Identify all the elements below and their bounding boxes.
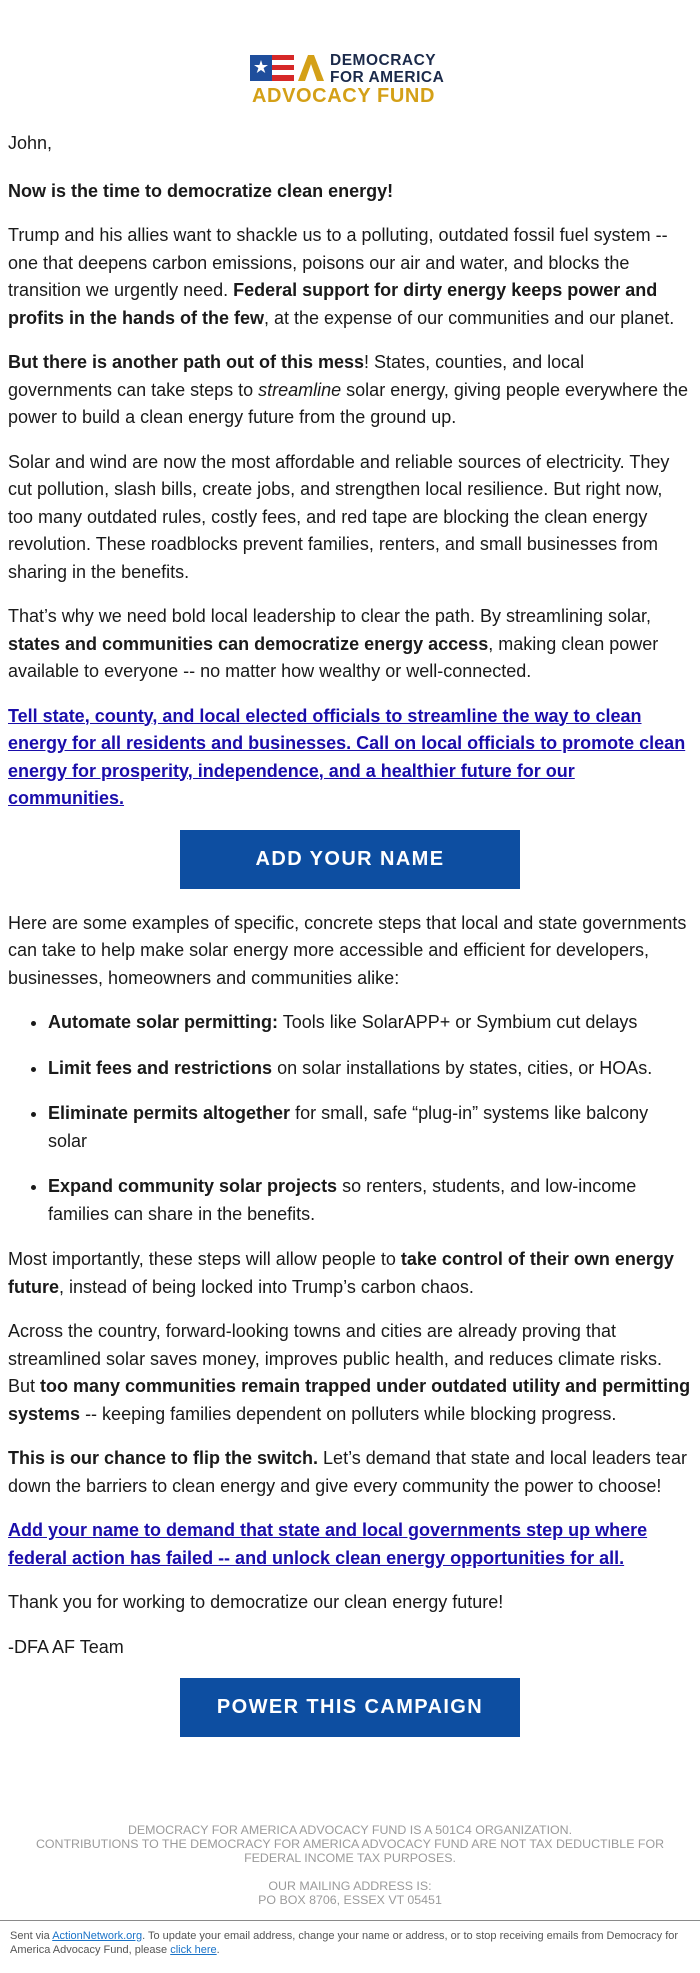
p4-text-a: That’s why we need bold local leadership to clear the path. By streamlining solar, (8, 606, 652, 626)
footer-disclaimer (8, 1823, 692, 1865)
step-text: Tools like SolarAPP+ or Symbium cut delays (278, 1012, 638, 1032)
button-row-2 (8, 1678, 692, 1737)
optout-suffix: . (216, 1944, 220, 1956)
step-text: for small, safe “plug-in” systems like balcony solar (48, 1103, 649, 1151)
p2-italic: streamline (258, 379, 342, 400)
p1-text-a: Trump and his allies want to shackle us to a polluting, outdated fossil fuel system -- one that deepens carbon emissions, poisons our air and water, and blocks the transition we urgently need. (8, 225, 668, 300)
optout-notice (10, 1929, 690, 1957)
p8-text-a: Let’s demand that state and local leaders tear down the barriers to clean energy and give every community the power to choose! (8, 1448, 687, 1496)
cta-link-tell-officials[interactable]: Tell state, county, and local elected officials to streamline the way to clean energy for all residents and businesses. Call on local officials to promote clean energy for prosperity, independence, and a healthier future for our communities. (8, 705, 686, 808)
footer-address-label: OUR MAILING ADDRESS IS: (268, 1879, 432, 1893)
p1-text-b: , at the expense of our communities and our planet. (264, 307, 675, 328)
dfa-logo-mark (250, 52, 326, 86)
paragraph-3: Solar and wind are now the most affordable and reliable sources of electricity. They cut pollution, slash bills, create jobs, and strengthen local resilience. But right now, too many outdated rules, costly fees, and red tape are blocking the clean energy revolution. These roadblocks prevent families, renters, and small businesses from sharing in the benefits. (8, 451, 670, 582)
signoff: -DFA AF Team (8, 1636, 124, 1657)
paragraph-2 (8, 349, 692, 432)
legal-footer (8, 1823, 692, 1921)
p2-bold: But there is another path out of this mess (8, 352, 365, 372)
paragraph-6 (8, 1246, 692, 1301)
click-here-link[interactable]: click here (170, 1944, 217, 1956)
cta-paragraph-2 (8, 1517, 692, 1572)
paragraph-5: Here are some examples of specific, concrete steps that local and state governments can take to help make solar energy more accessible and efficient for developers, businesses, homeowners and communities alike: (8, 912, 687, 988)
add-your-name-button[interactable]: ADD YOUR NAME (180, 830, 520, 889)
logo-text-advocacy-fund: ADVOCACY FUND (252, 85, 435, 107)
steps-list (8, 1009, 692, 1228)
step-bold: Limit fees and restrictions (48, 1057, 273, 1078)
list-item (48, 1173, 692, 1228)
cta-link-add-your-name[interactable]: Add your name to demand that state and local governments step up where federal action has failed -- and unlock clean energy opportunities for all. (8, 1520, 648, 1568)
list-item (48, 1055, 692, 1083)
p2-text-b: solar energy, giving people everywhere the power to build a clean energy future from the ground up. (8, 379, 689, 427)
footer-line-1: DEMOCRACY FOR AMERICA ADVOCACY FUND IS A 501C4 ORGANIZATION. (127, 1823, 573, 1837)
p6-text-a: Most importantly, these steps will allow people to (8, 1249, 401, 1269)
p4-bold: states and communities can democratize energy access (8, 633, 489, 654)
optout-middle: . To update your email address, change your name or address, or to stop receiving emails from Democracy for America Advocacy Fund, please (10, 1930, 679, 1956)
footer-divider (0, 1920, 700, 1921)
footer-address (8, 1879, 692, 1907)
optout-prefix: Sent via (10, 1930, 53, 1942)
logo-text-for-america: FOR AMERICA (330, 69, 445, 86)
actionnetwork-link[interactable]: ActionNetwork.org (52, 1930, 143, 1942)
step-text: so renters, students, and low-income families can share in the benefits. (48, 1176, 637, 1224)
paragraph-8 (8, 1445, 692, 1500)
email-body (8, 130, 692, 1758)
logo-text-democracy: DEMOCRACY (330, 52, 437, 69)
p8-bold: This is our chance to flip the switch. (8, 1448, 319, 1468)
cta-paragraph-1 (8, 703, 692, 813)
p4-text-b: , making clean power available to everyone -- no matter how wealthy or well-connected. (8, 633, 659, 681)
footer-address-value: PO BOX 8706, ESSEX VT 05451 (258, 1893, 442, 1907)
paragraph-7 (8, 1318, 692, 1428)
list-item (48, 1100, 692, 1155)
p6-bold: take control of their own energy future (8, 1249, 674, 1297)
button-row-1 (8, 830, 692, 889)
step-bold: Eliminate permits altogether (48, 1103, 291, 1123)
headline (8, 178, 692, 206)
p6-text-b: , instead of being locked into Trump’s carbon chaos. (59, 1276, 474, 1297)
thanks-line: Thank you for working to democratize our clean energy future! (8, 1592, 504, 1612)
list-item (48, 1009, 692, 1037)
p1-bold: Federal support for dirty energy keeps power and profits in the hands of the few (8, 280, 658, 328)
headline-text: Now is the time to democratize clean energy! (8, 180, 394, 201)
step-bold: Automate solar permitting: (48, 1012, 279, 1032)
paragraph-4 (8, 603, 692, 686)
p7-bold: too many communities remain trapped under outdated utility and permitting systems (8, 1376, 691, 1424)
salutation: John, (8, 133, 53, 153)
p7-text-a: Across the country, forward-looking towns and cities are already proving that streamlined solar saves money, improves public health, and reduces climate risks. But (8, 1321, 662, 1396)
paragraph-1 (8, 222, 692, 332)
p2-text-a: ! States, counties, and local governments can take steps to (8, 352, 585, 400)
step-bold: Expand community solar projects (48, 1176, 338, 1196)
step-text: on solar installations by states, cities, or HOAs. (272, 1057, 653, 1078)
p7-text-b: -- keeping families dependent on polluters while blocking progress. (80, 1403, 617, 1424)
footer-line-2: CONTRIBUTIONS TO THE DEMOCRACY FOR AMERICA ADVOCACY FUND ARE NOT TAX DEDUCTIBLE FOR FEDERAL INCOME TAX PURPOSES. (35, 1837, 665, 1865)
power-this-campaign-button[interactable]: POWER THIS CAMPAIGN (180, 1678, 520, 1737)
dfa-af-logo (250, 52, 450, 107)
